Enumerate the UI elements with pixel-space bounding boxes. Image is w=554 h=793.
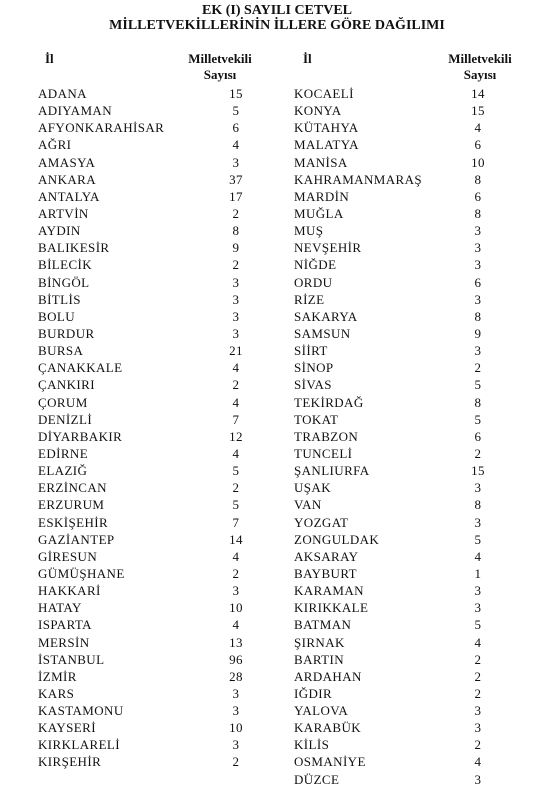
deputy-count: 9 xyxy=(232,240,240,256)
document-title: EK (I) SAYILI CETVEL xyxy=(201,3,353,18)
header-milletvekili-line1: Milletvekili xyxy=(188,51,252,66)
deputy-count: 96 xyxy=(229,651,243,667)
province-name: HATAY xyxy=(38,600,82,616)
province-name: KIRIKKALE xyxy=(294,600,369,616)
province-name: İZMİR xyxy=(38,668,77,684)
deputy-count: 5 xyxy=(232,497,240,513)
province-name: TRABZON xyxy=(294,428,359,444)
header-milletvekili-left xyxy=(175,51,265,83)
province-name: RİZE xyxy=(294,291,325,307)
deputy-count: 4 xyxy=(232,394,240,410)
province-name: NEVŞEHİR xyxy=(294,240,362,256)
deputy-count: 3 xyxy=(232,703,240,719)
province-name: ESKİŞEHİR xyxy=(38,514,109,530)
deputy-count: 3 xyxy=(474,343,482,359)
deputy-count: 3 xyxy=(474,514,482,530)
province-name: ŞANLIURFA xyxy=(294,463,370,479)
province-name: ADANA xyxy=(38,86,87,101)
deputy-count: 4 xyxy=(232,445,240,461)
province-name: KARABÜK xyxy=(294,720,362,736)
deputy-count: 7 xyxy=(232,411,240,427)
deputy-count: 4 xyxy=(474,548,482,564)
deputy-count: 5 xyxy=(474,411,482,427)
header-il-right: İl xyxy=(303,51,312,66)
province-name: KÜTAHYA xyxy=(294,120,359,136)
deputy-count: 12 xyxy=(229,428,243,444)
province-name: KASTAMONU xyxy=(38,703,124,719)
header-sayisi-line2: Sayısı xyxy=(463,67,497,82)
province-name: BATMAN xyxy=(294,617,352,633)
deputy-count: 3 xyxy=(474,257,482,273)
deputy-count: 15 xyxy=(471,463,485,479)
province-name: ADIYAMAN xyxy=(38,103,112,119)
province-name: GAZİANTEP xyxy=(38,531,115,547)
deputy-count: 8 xyxy=(474,497,482,513)
deputy-count: 5 xyxy=(474,377,482,393)
deputy-count: 3 xyxy=(232,274,240,290)
deputy-count: 14 xyxy=(471,86,485,101)
province-name: MUŞ xyxy=(294,223,324,239)
province-name: MANİSA xyxy=(294,154,348,170)
province-name: AĞRI xyxy=(38,137,72,153)
province-name: SİİRT xyxy=(294,343,328,359)
deputy-count: 2 xyxy=(232,205,240,221)
deputy-count: 3 xyxy=(232,685,240,701)
province-name: MALATYA xyxy=(294,137,359,153)
province-name: TEKİRDAĞ xyxy=(294,394,364,410)
deputy-count: 6 xyxy=(474,188,482,204)
province-name: ÇORUM xyxy=(38,394,88,410)
province-name: TUNCELİ xyxy=(294,445,353,461)
province-name: ELAZIĞ xyxy=(38,463,88,479)
deputy-count: 2 xyxy=(474,668,482,684)
deputy-count: 15 xyxy=(471,103,485,119)
province-name: ŞIRNAK xyxy=(294,634,345,650)
deputy-count: 5 xyxy=(232,103,240,119)
province-name: KOCAELİ xyxy=(294,86,354,101)
deputy-count: 4 xyxy=(232,617,240,633)
province-name: AYDIN xyxy=(38,223,81,239)
province-name: GÜMÜŞHANE xyxy=(38,565,125,581)
deputy-count: 10 xyxy=(471,154,485,170)
deputy-count: 4 xyxy=(474,634,482,650)
province-name: SAMSUN xyxy=(294,325,351,341)
deputy-count: 1 xyxy=(474,565,482,581)
deputy-count: 17 xyxy=(229,188,243,204)
deputy-count: 3 xyxy=(474,240,482,256)
deputy-count: 4 xyxy=(232,137,240,153)
province-name: MUĞLA xyxy=(294,205,344,221)
province-name: ISPARTA xyxy=(38,617,92,633)
header-milletvekili-right xyxy=(435,51,525,83)
deputy-count: 28 xyxy=(229,668,243,684)
deputy-count: 13 xyxy=(229,634,243,650)
document-subtitle: MİLLETVEKİLLERİNİN İLLERE GÖRE DAĞILIMI xyxy=(109,18,445,33)
province-name: AKSARAY xyxy=(294,548,359,564)
deputy-count: 3 xyxy=(232,308,240,324)
deputy-count: 2 xyxy=(474,651,482,667)
province-name: IĞDIR xyxy=(294,685,333,701)
province-name: ZONGULDAK xyxy=(294,531,380,547)
deputy-count: 3 xyxy=(474,600,482,616)
deputy-count: 3 xyxy=(474,720,482,736)
province-name: ANTALYA xyxy=(38,188,100,204)
province-name: BALIKESİR xyxy=(38,240,110,256)
province-name: DÜZCE xyxy=(294,771,340,787)
deputy-count: 8 xyxy=(474,171,482,187)
deputy-count: 2 xyxy=(232,480,240,496)
province-name: KAYSERİ xyxy=(38,720,96,736)
province-name: KIRŞEHİR xyxy=(38,754,102,770)
deputy-count: 37 xyxy=(229,171,243,187)
province-name: BİTLİS xyxy=(38,291,81,307)
province-name: AFYONKARAHİSAR xyxy=(38,120,165,136)
province-name: ÇANAKKALE xyxy=(38,360,123,376)
deputy-count: 3 xyxy=(474,703,482,719)
deputy-count: 3 xyxy=(232,325,240,341)
province-name: UŞAK xyxy=(294,480,331,496)
deputy-count: 3 xyxy=(474,480,482,496)
deputy-count: 3 xyxy=(232,737,240,753)
deputy-count: 15 xyxy=(229,86,243,101)
deputy-count: 5 xyxy=(232,463,240,479)
province-name: ORDU xyxy=(294,274,333,290)
province-name: BARTIN xyxy=(294,651,345,667)
province-name: YALOVA xyxy=(294,703,349,719)
province-name: BAYBURT xyxy=(294,565,357,581)
deputy-count: 2 xyxy=(232,257,240,273)
deputy-count: 3 xyxy=(232,154,240,170)
header-milletvekili-line1: Milletvekili xyxy=(448,51,512,66)
province-name: ÇANKIRI xyxy=(38,377,95,393)
province-name: GİRESUN xyxy=(38,548,98,564)
deputy-count: 6 xyxy=(474,137,482,153)
province-name: BOLU xyxy=(38,308,75,324)
deputy-count: 2 xyxy=(232,377,240,393)
province-name: KONYA xyxy=(294,103,342,119)
deputy-count: 3 xyxy=(232,291,240,307)
deputy-count: 2 xyxy=(474,445,482,461)
deputy-count: 2 xyxy=(474,685,482,701)
province-name: DİYARBAKIR xyxy=(38,428,123,444)
province-name: MERSİN xyxy=(38,634,90,650)
province-name: KARS xyxy=(38,685,75,701)
deputy-count: 2 xyxy=(474,360,482,376)
deputy-count: 4 xyxy=(474,754,482,770)
deputy-count: 8 xyxy=(474,205,482,221)
province-name: SİNOP xyxy=(294,360,334,376)
deputy-count: 3 xyxy=(474,223,482,239)
province-name: KARAMAN xyxy=(294,583,364,599)
deputy-count: 9 xyxy=(474,325,482,341)
deputy-count: 21 xyxy=(229,343,243,359)
province-name: YOZGAT xyxy=(294,514,349,530)
province-name: ERZİNCAN xyxy=(38,480,107,496)
province-name: NİĞDE xyxy=(294,257,337,273)
deputy-count: 6 xyxy=(232,120,240,136)
province-name: BİLECİK xyxy=(38,257,93,273)
deputy-count: 8 xyxy=(232,223,240,239)
province-name: SAKARYA xyxy=(294,308,358,324)
deputy-count: 2 xyxy=(232,565,240,581)
header-il-left: İl xyxy=(45,51,54,66)
province-name: ANKARA xyxy=(38,171,97,187)
province-name: BİNGÖL xyxy=(38,274,90,290)
deputy-count: 7 xyxy=(232,514,240,530)
province-name: BURDUR xyxy=(38,325,95,341)
deputy-count: 5 xyxy=(474,617,482,633)
deputy-count: 5 xyxy=(474,531,482,547)
deputy-count: 4 xyxy=(232,548,240,564)
deputy-count: 3 xyxy=(474,771,482,787)
deputy-count: 4 xyxy=(232,360,240,376)
deputy-count: 3 xyxy=(232,583,240,599)
province-name: SİVAS xyxy=(294,377,332,393)
deputy-count: 8 xyxy=(474,394,482,410)
deputy-count: 2 xyxy=(474,737,482,753)
deputy-count: 6 xyxy=(474,274,482,290)
province-name: MARDİN xyxy=(294,188,350,204)
header-sayisi-line2: Sayısı xyxy=(203,67,237,82)
deputy-count: 2 xyxy=(232,754,240,770)
province-name: HAKKARİ xyxy=(38,583,101,599)
deputy-count: 14 xyxy=(229,531,243,547)
deputy-count: 4 xyxy=(474,120,482,136)
province-name: AMASYA xyxy=(38,154,96,170)
province-name: DENİZLİ xyxy=(38,411,93,427)
deputy-count: 3 xyxy=(474,583,482,599)
province-name: VAN xyxy=(294,497,322,513)
province-name: ARDAHAN xyxy=(294,668,362,684)
deputy-count: 8 xyxy=(474,308,482,324)
province-name: KIRKLARELİ xyxy=(38,737,120,753)
province-name: KİLİS xyxy=(294,737,330,753)
deputy-count: 6 xyxy=(474,428,482,444)
deputy-count: 10 xyxy=(229,600,243,616)
province-name: İSTANBUL xyxy=(38,651,105,667)
deputy-count: 10 xyxy=(229,720,243,736)
province-name: ARTVİN xyxy=(38,205,89,221)
province-name: BURSA xyxy=(38,343,84,359)
province-name: EDİRNE xyxy=(38,445,89,461)
province-name: OSMANİYE xyxy=(294,754,366,770)
province-name: ERZURUM xyxy=(38,497,105,513)
province-name: KAHRAMANMARAŞ xyxy=(294,171,422,187)
province-name: TOKAT xyxy=(294,411,339,427)
deputy-count: 3 xyxy=(474,291,482,307)
